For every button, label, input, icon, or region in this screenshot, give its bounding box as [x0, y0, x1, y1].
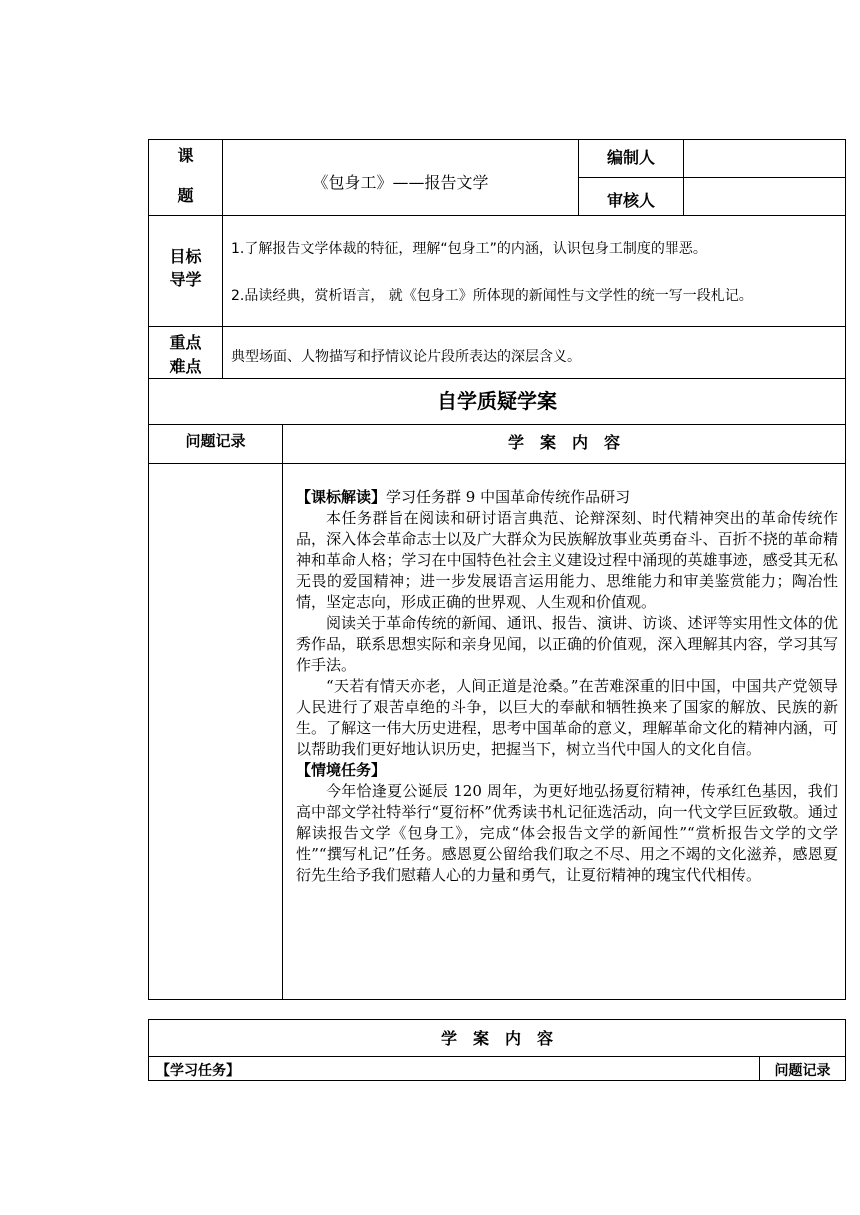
- editor-label: 编制人: [606, 148, 655, 167]
- goals-label-1: 目标: [169, 247, 202, 266]
- standard-intro: 学习任务群 9 中国革命传统作品研习: [386, 488, 631, 506]
- paragraph-4: 今年恰逢夏公诞辰 120 周年，为更好地弘扬夏衍精神，传承红色基因，我们高中部文学社特举行“夏衍杯”优秀读书札记征选活动，向一代文学巨匠致敬。通过解读报告文学《包身工》，完成“体会报告文学的新闻性”“赏析报告文学的文学性”“撰写札记”任务。感恩夏公留给我们取之不尽、用之不竭的文化滋养，感恩夏衍先生给予我们慰藉人心的力量和勇气，让夏衍精神的瑰宝代代相传。: [296, 782, 838, 884]
- self-study-content: [296, 487, 838, 886]
- self-study-title: 自学质疑学案: [437, 389, 557, 413]
- col-problem-record: 问题记录: [185, 432, 246, 450]
- goals-label-2: 导学: [169, 270, 202, 289]
- keypoints-text: 典型场面、人物描写和抒情议论片段所表达的深层含义。: [231, 349, 581, 365]
- lesson-label-ti: 题: [177, 186, 194, 205]
- lesson-title: 《包身工》——报告文学: [312, 173, 489, 192]
- situation-heading: 【情境任务】: [296, 761, 387, 779]
- goal-item-1: 1.了解报告文学体裁的特征，理解“包身工”的内涵，认识包身工制度的罪恶。: [231, 241, 707, 257]
- paragraph-2: 阅读关于革命传统的新闻、通讯、报告、演讲、访谈、述评等实用性文体的优秀作品，联系思想实际和亲身见闻，以正确的价值观，深入理解其内容，学习其写作手法。: [296, 614, 838, 674]
- keypoints-label-2: 难点: [169, 357, 202, 376]
- reviewer-label: 审核人: [606, 191, 655, 210]
- standard-line: [296, 487, 838, 508]
- paragraph-1: 本任务群旨在阅读和研讨语言典范、论辩深刻、时代精神突出的革命传统作品，深入体会革命志士以及广大群众为民族解放事业英勇奋斗、百折不挠的革命精神和革命人格；学习在中国特色社会主义建设过程中涌现的英雄事迹，感受其无私无畏的爱国精神；进一步发展语言运用能力、思维能力和审美鉴赏能力；陶冶性情，坚定志向，形成正确的世界观、人生观和价值观。: [296, 509, 838, 611]
- goal-item-2: 2.品读经典，赏析语言， 就《包身工》所体现的新闻性与文学性的统一写一段札记。: [231, 288, 753, 304]
- standard-heading: 【课标解读】: [296, 488, 387, 506]
- paragraph-3: “天若有情天亦老，人间正道是沧桑。”在苦难深重的旧中国，中国共产党领导人民进行了艰苦卓绝的斗争，以巨大的奉献和牺牲换来了国家的解放、民族的新生。了解这一伟大历史进程，思考中国革命的意义，理解革命文化的精神内涵，可以帮助我们更好地认识历史，把握当下，树立当代中国人的文化自信。: [296, 677, 838, 758]
- lesson-label-ke: 课: [177, 146, 194, 165]
- bottom-record-label: 问题记录: [774, 1063, 831, 1079]
- learning-task-label: 【学习任务】: [156, 1063, 240, 1079]
- keypoints-label-1: 重点: [169, 333, 202, 352]
- bottom-title: 学 案 内 容: [440, 1029, 553, 1048]
- col-plan-content: 学 案 内 容: [507, 433, 620, 452]
